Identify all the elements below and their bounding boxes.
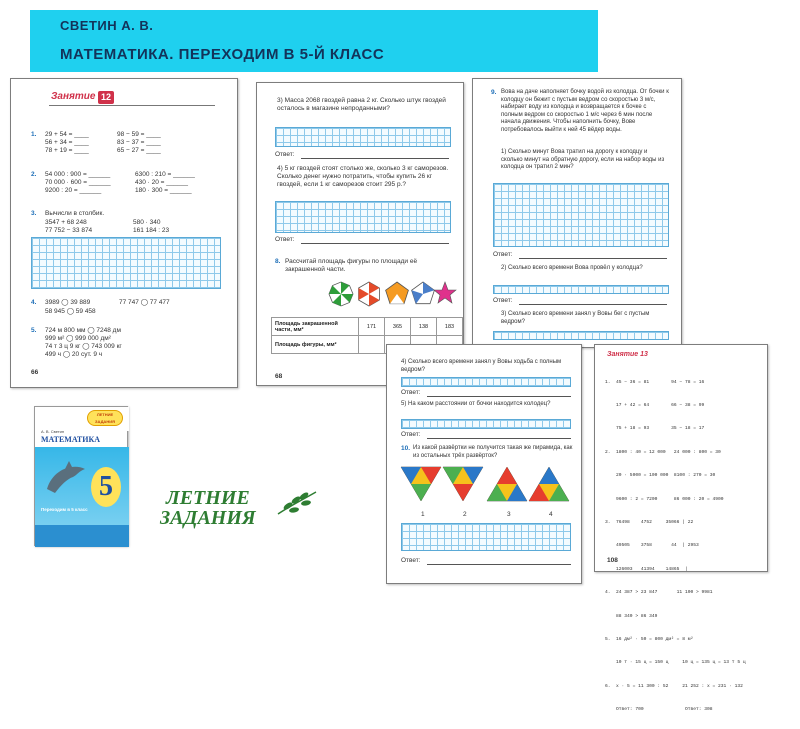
answer-line-text: Ответ: 700 Ответ: 308 xyxy=(605,707,713,713)
shaded-shapes xyxy=(327,279,447,309)
task4-text: 4) 5 кг гвоздей стоят столько же, сколько 3 кг саморезов. Сколько денег нужно потратить, чтобы купить 26 кг гвоздей, если 1 кг саморезов стоит 295 р.? xyxy=(277,165,449,189)
logo-line2: ЗАДАНИЯ xyxy=(160,507,256,529)
pentagon-shape-blue xyxy=(412,282,435,304)
summer-badge: ЛЕТНИЕ ЗАДАНИЯ xyxy=(87,410,123,426)
page-number: 66 xyxy=(31,369,39,376)
compare-value: 77 747 xyxy=(119,299,139,306)
task2-expr: 54 000 : 900 = ______ xyxy=(45,171,111,178)
compare-value: 3989 xyxy=(45,299,60,306)
compare-value: 59 458 xyxy=(75,308,96,315)
question2-text: 2) Сколько всего времени Вова провёл у колодца? xyxy=(501,265,643,271)
answer-label: Ответ: xyxy=(493,251,513,258)
answer-label: Ответ: xyxy=(275,151,295,158)
answer-line-text: 49505 3758 44 | 2953 xyxy=(605,543,699,549)
pyramid-net-1 xyxy=(401,467,441,501)
answer-line xyxy=(519,304,667,305)
answer-line xyxy=(427,438,571,439)
book-title: МАТЕМАТИКА xyxy=(41,435,101,444)
book-bottom-text: Переходим в 5 класс xyxy=(41,507,88,512)
task3-expr: 3547 + 68 248 xyxy=(45,219,87,226)
task1-number: 1. xyxy=(31,131,37,138)
answer-line-text: 1. 45 − 36 = 81 94 − 78 = 16 xyxy=(605,379,705,385)
author-name: СВЕТИН А. В. xyxy=(60,18,154,33)
workbook-page-task9 xyxy=(472,78,682,348)
table-cell: 138 xyxy=(411,318,437,336)
page-number: 68 xyxy=(275,373,283,380)
answer-line-text: 126003 41394 14865 | xyxy=(605,566,688,572)
task2-expr: 430 · 20 = ______ xyxy=(135,179,188,187)
answer-label: Ответ: xyxy=(275,236,295,243)
workbook-page-68 xyxy=(256,82,464,386)
task9-number: 9. xyxy=(491,89,497,96)
subject-title: МАТЕМАТИКА. ПЕРЕХОДИМ В 5-Й КЛАСС xyxy=(60,46,385,63)
octagon-shape xyxy=(329,282,353,306)
task3-expr: 161 184 : 23 xyxy=(133,227,170,234)
net-label: 1 xyxy=(421,511,425,518)
task2-expr: 6300 : 210 = ______ xyxy=(135,171,195,178)
answer-line-text: 3. 76498 4752 35066 | 22 xyxy=(605,519,694,525)
question5-text: 5) На каком расстоянии от бочки находится колодец? xyxy=(401,401,551,407)
answer-grid xyxy=(275,201,451,233)
table-row-label: Площадь закрашенной части, мм² xyxy=(272,318,359,336)
lesson-label: Занятие xyxy=(51,91,96,102)
book-cover xyxy=(34,406,128,546)
task10-number: 10. xyxy=(401,445,411,452)
book-author: А. В. Светин xyxy=(41,429,65,434)
workbook-page-66: Занятие 12 1. 29 + 54 = ____ 56 + 34 = ____ 78 + 19 = ____ 98 − 59 = ____ 83 − 37 = ____ 65 − 27 = ____ 2. 54 000 : 900 = ______ 70 000 · 600 = ______ 9200 : 20 = ______ 6300 : 210 = ______ 430 · 20 = ______ 180 · 300 = ______ 3. Вычисли в столбик. 3547 + 68 248 580 · 340 77 752 − 33 874 161 184 : 23 4. 3989 ◯ 39 889 77 747 ◯ 77 477 58 945 ◯ 59 458 5. 724 м 800 мм ◯ 7248 дм 999 м² ◯ 999 000 дм² 74 т 3 ц 9 кг ◯ 743 009 кг 499 ч ◯ 20 сут. 9 ч 66 xyxy=(10,78,238,388)
task1-expr: 56 + 34 = ____ xyxy=(45,139,89,147)
lesson-label: Занятие 13 xyxy=(607,351,648,358)
task2-number: 2. xyxy=(31,171,37,178)
answer-line-text: 4. 24 387 > 23 847 11 100 > 9981 xyxy=(605,590,713,596)
task1-expr: 78 + 19 = ____ xyxy=(45,147,89,155)
lesson-number: 12 xyxy=(98,91,114,104)
workbook-page-task10 xyxy=(386,344,582,584)
calculation-grid xyxy=(31,237,221,289)
task2-expr: 180 · 300 = ______ xyxy=(135,187,192,195)
answer-line xyxy=(519,258,667,259)
task3-expr: 77 752 − 33 874 xyxy=(45,227,93,234)
grade-number: 5 xyxy=(91,467,121,507)
pentagon-shape-orange xyxy=(386,282,409,304)
task9-text: Вова на даче наполняет бочку водой из колодца. От бочки к колодцу он бежит с пустым ведром со скоростью 3 м/с, набирает воду из колодца и возвращается к бочке с полным ведром со скоростью 1 м/с через 6 мин после начала движения. Чтобы наполнить бочку, Вове потребовалось выйти к ней 45 вёдер воды. xyxy=(501,89,669,133)
task3-text: 3) Масса 2068 гвоздей равна 2 кг. Сколько штук гвоздей осталось в магазине непроданными? xyxy=(277,97,446,113)
task8-text: Рассчитай площадь фигуры по площади её закрашенной части. xyxy=(285,258,418,274)
answer-line-text: 6. x · 5 = 11 300 : 52 21 252 : x = 231 · 132 xyxy=(605,683,743,689)
answer-grid xyxy=(401,377,571,387)
table-cell[interactable] xyxy=(359,336,385,354)
answer-line xyxy=(427,396,571,397)
answer-line-text: 75 + 18 = 93 35 − 18 = 17 xyxy=(605,426,705,432)
title-band xyxy=(30,10,598,72)
answer-line xyxy=(301,243,449,244)
question1-text: 1) Сколько минут Вова тратил на дорогу к колодцу и сколько минут на обратную дорогу, если на набор воды из колодца он тратил 2 мин? xyxy=(501,149,665,170)
leaf-sprig-icon xyxy=(276,488,320,518)
task5-line: 724 м 800 мм ◯ 7248 дм xyxy=(45,327,121,334)
task2-expr: 70 000 · 600 = ______ xyxy=(45,179,111,187)
answer-line-text: 20 · 5000 = 100 000 8100 : 270 = 30 xyxy=(605,473,716,479)
summer-tasks-logo xyxy=(160,488,256,528)
question3-text: 3) Сколько всего времени занял у Вовы бег с пустым ведром? xyxy=(501,311,650,325)
task3-title: Вычисли в столбик. xyxy=(45,210,105,217)
answer-grid xyxy=(401,523,571,551)
answer-label: Ответ: xyxy=(401,557,421,564)
task5-line: 74 т 3 ц 9 кг ◯ 743 009 кг xyxy=(45,343,122,351)
answer-line-text: 5. 16 дм² · 50 = 800 дм² = 8 м² xyxy=(605,636,694,642)
pyramid-net-4 xyxy=(529,467,569,501)
task2-expr: 9200 : 20 = ______ xyxy=(45,187,102,195)
answer-line-text: 2. 1800 : 40 = 12 000 24 000 : 800 = 30 xyxy=(605,449,721,455)
task10-text: Из какой развёртки не получится такая же пирамида, как из остальных трёх развёрток? xyxy=(413,445,573,459)
task1-expr: 83 − 37 = ____ xyxy=(117,139,161,147)
page-number: 108 xyxy=(607,557,618,564)
task1-expr: 65 − 27 = ____ xyxy=(117,147,161,155)
star-shape xyxy=(434,282,456,303)
task1-expr: 98 − 59 = ____ xyxy=(117,131,161,138)
compare-value: 77 477 xyxy=(149,299,170,306)
table-cell: 171 xyxy=(359,318,385,336)
hexagon-shape xyxy=(359,282,380,306)
task4-number: 4. xyxy=(31,299,37,306)
question4-text: 4) Сколько всего времени занял у Вовы ходьба с полным ведром? xyxy=(401,359,562,373)
task5-line: 499 ч ◯ 20 сут. 9 ч xyxy=(45,351,103,359)
net-label: 4 xyxy=(549,511,553,518)
answer-line-text: 88 340 > 86 349 xyxy=(605,613,658,619)
answer-label: Ответ: xyxy=(493,297,513,304)
pyramid-net-3 xyxy=(487,467,527,501)
task5-number: 5. xyxy=(31,327,37,334)
table-cell: 365 xyxy=(385,318,411,336)
pyramid-net-2 xyxy=(443,467,483,501)
task1-expr: 29 + 54 = ____ xyxy=(45,131,89,138)
task3-number: 3. xyxy=(31,210,37,217)
workbook-page-108 xyxy=(594,344,768,713)
task5-line: 999 м² ◯ 999 000 дм² xyxy=(45,335,111,343)
logo-line1: ЛЕТНИЕ xyxy=(165,487,250,509)
answer-label: Ответ: xyxy=(401,389,421,396)
answer-grid xyxy=(493,183,669,247)
compare-value: 58 945 xyxy=(45,308,65,315)
compare-value: 39 889 xyxy=(70,299,91,306)
answer-label: Ответ: xyxy=(401,431,421,438)
answer-line xyxy=(427,564,571,565)
pyramid-nets xyxy=(401,465,571,511)
answer-line-text: 17 + 42 = 64 66 − 38 = 99 xyxy=(605,402,705,408)
net-label: 3 xyxy=(507,511,511,518)
task3-expr: 580 · 340 xyxy=(133,219,161,226)
answer-line-text: 9600 : 2 = 7200 86 000 : 20 = 4900 xyxy=(605,496,724,502)
task8-number: 8. xyxy=(275,258,281,265)
answer-grid xyxy=(493,285,669,294)
answer-line-text: 10 т · 15 ц = 150 ц 10 ц = 135 ц = 13 т 5 ц xyxy=(605,660,746,666)
answer-grid xyxy=(401,419,571,429)
table-row-label: Площадь фигуры, мм² xyxy=(272,336,359,354)
table-cell: 183 xyxy=(437,318,463,336)
answer-grid xyxy=(493,331,669,340)
net-label: 2 xyxy=(463,511,467,518)
answer-grid xyxy=(275,127,451,147)
dolphin-icon xyxy=(43,459,89,499)
answer-line xyxy=(301,158,449,159)
